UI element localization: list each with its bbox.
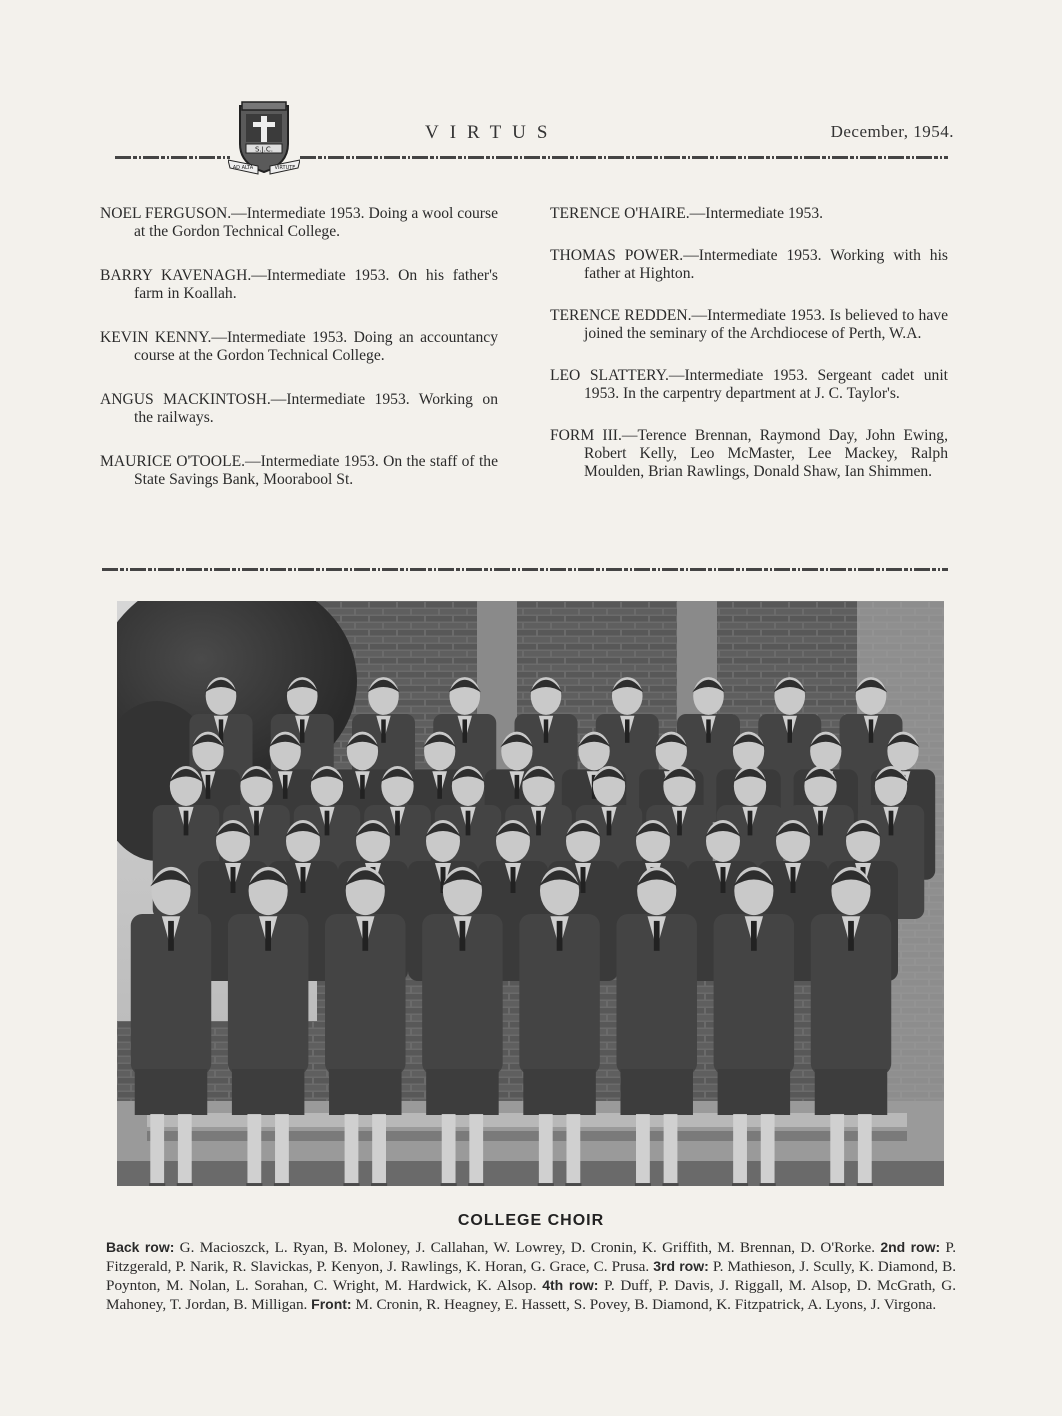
- entry-terence-redden: TERENCE REDDEN.—Intermediate 1953. Is believed to have joined the seminary of the Archdiocese of Perth, W.A.: [550, 307, 948, 342]
- entry-kevin-kenny: KEVIN KENNY.—Intermediate 1953. Doing an accountancy course at the Gordon Technical College.: [100, 329, 498, 364]
- entry-angus-mackintosh: ANGUS MACKINTOSH.—Intermediate 1953. Working on the railways.: [100, 391, 498, 426]
- row-names-3rd: P. Mathieson, J. Scully, K. Diamond, B. Poynton, M. Nolan, L. Sorahan, C. Wright, M. Hardwick, K. Alsop.: [106, 1258, 956, 1294]
- header-rule-left: [115, 156, 230, 159]
- row-names-back: G. Macioszck, L. Ryan, B. Moloney, J. Callahan, W. Lowrey, D. Cronin, K. Griffith, M. Brennan, D. O'Rorke.: [174, 1239, 876, 1256]
- entry-terence-ohaire: TERENCE O'HAIRE.—Intermediate 1953.: [550, 205, 824, 222]
- row-label-back: Back row:: [106, 1239, 175, 1255]
- row-names-2nd: P. Fitzgerald, P. Narik, R. Slavickas, P. Kenyon, J. Rawlings, K. Horan, G. Grace, C. Prusa.: [106, 1239, 956, 1275]
- caption-names: [106, 1238, 956, 1314]
- crest-motto-right: VIRTUTE: [274, 165, 296, 171]
- caption-title: COLLEGE CHOIR: [457, 1212, 605, 1229]
- school-crest-icon: [228, 100, 300, 178]
- choir-photograph: [117, 601, 944, 1186]
- masthead-title: VIRTUS: [425, 122, 559, 143]
- row-label-3rd: 3rd row:: [653, 1258, 709, 1274]
- entry-thomas-power: THOMAS POWER.—Intermediate 1953. Working with his father at Highton.: [550, 247, 948, 282]
- entry-noel-ferguson: NOEL FERGUSON.—Intermediate 1953. Doing a wool course at the Gordon Technical College.: [100, 205, 498, 240]
- crest-initials: S.J.C.: [254, 145, 274, 154]
- entry-maurice-otoole: MAURICE O'TOOLE.—Intermediate 1953. On the staff of the State Savings Bank, Moorabool St.: [100, 453, 498, 488]
- header-rule-right: [300, 156, 948, 159]
- row-names-front: M. Cronin, R. Heagney, E. Hassett, S. Povey, B. Diamond, K. Fitzpatrick, A. Lyons, J. Virgona.: [351, 1296, 937, 1313]
- left-column: [100, 205, 498, 515]
- row-label-front: Front:: [311, 1296, 352, 1312]
- section-divider: [102, 568, 948, 571]
- entry-form-iii: FORM III.—Terence Brennan, Raymond Day, John Ewing, Robert Kelly, Leo McMaster, Lee Mackey, Ralph Moulden, Brian Rawlings, Donald Shaw, Ian Shimmen.: [550, 427, 948, 480]
- entry-leo-slattery: LEO SLATTERY.—Intermediate 1953. Sergeant cadet unit 1953. In the carpentry department at J. C. Taylor's.: [550, 367, 948, 402]
- row-label-2nd: 2nd row:: [880, 1239, 941, 1255]
- crest-motto-left: AD ALTA: [232, 165, 254, 171]
- issue-date: December, 1954.: [830, 122, 954, 141]
- row-names-4th: P. Duff, P. Davis, J. Riggall, M. Alsop, D. McGrath, G. Mahoney, T. Jordan, B. Milligan.: [106, 1277, 956, 1313]
- right-column: [550, 205, 948, 505]
- entry-barry-kavenagh: BARRY KAVENAGH.—Intermediate 1953. On his father's farm in Koallah.: [100, 267, 498, 302]
- row-label-4th: 4th row:: [542, 1277, 599, 1293]
